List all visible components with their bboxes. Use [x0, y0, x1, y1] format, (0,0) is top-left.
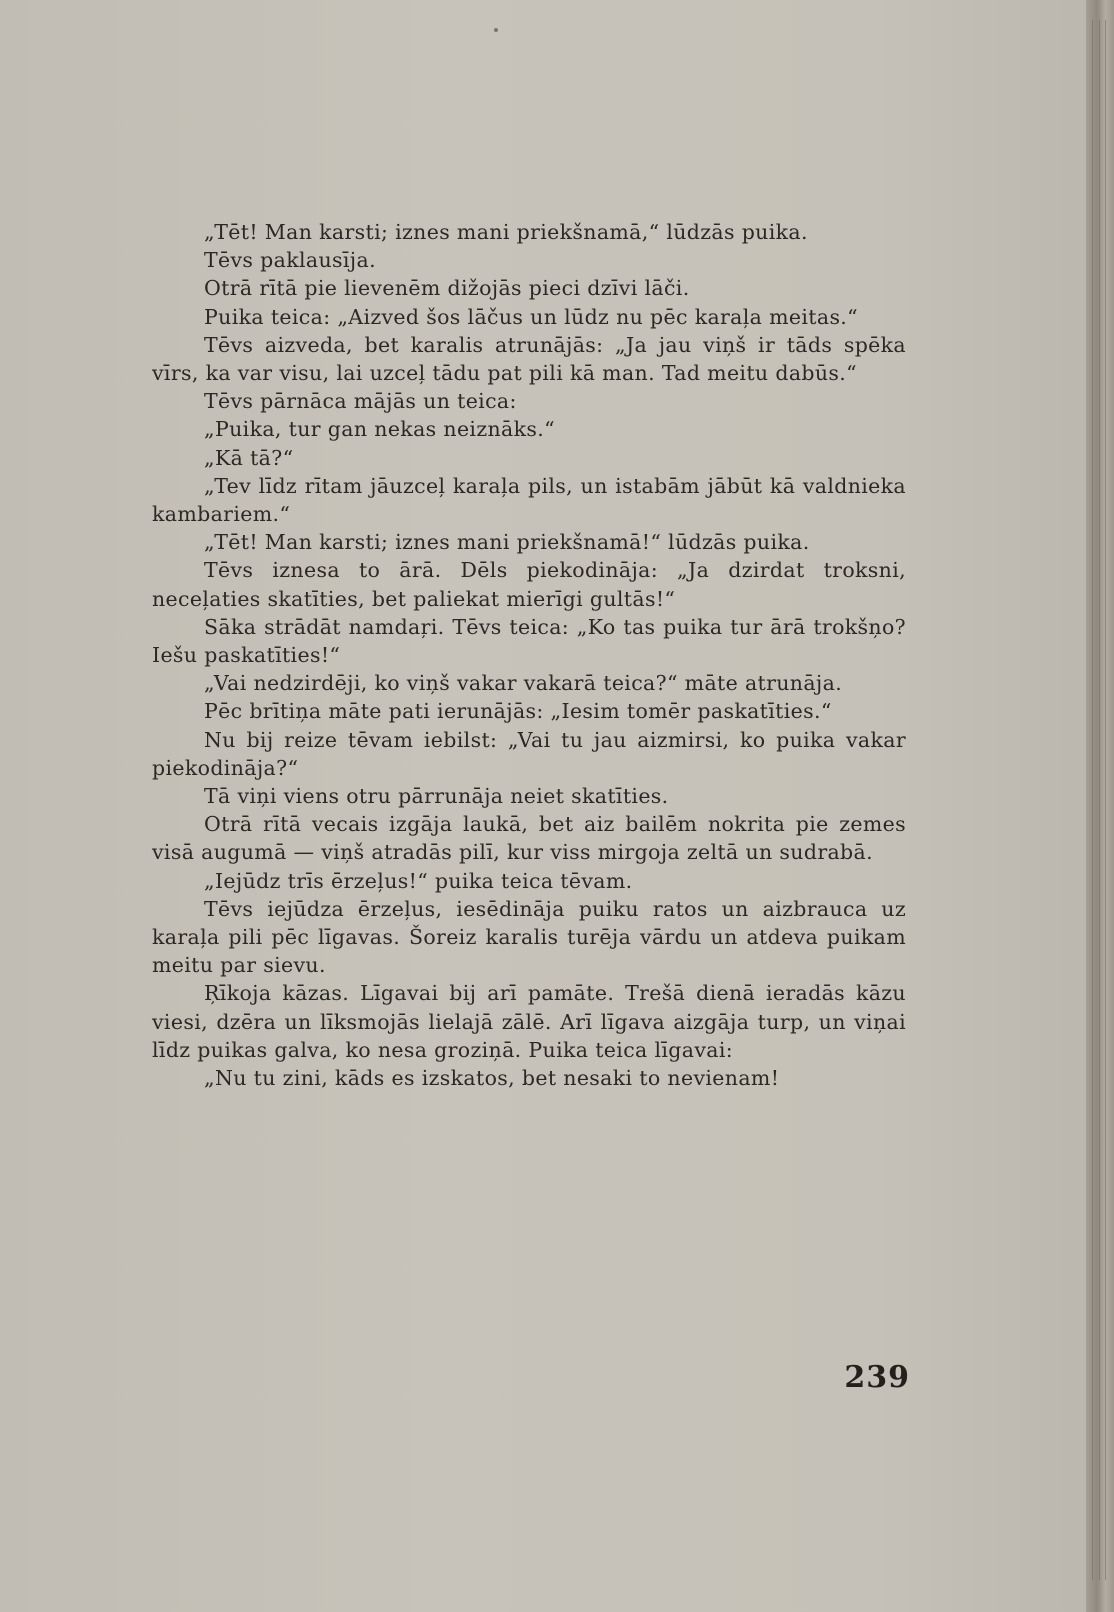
paragraph: „Iejūdz trīs ērzeļus!“ puika teica tēvam. — [204, 868, 633, 893]
gutter-edge-line — [1105, 20, 1106, 1580]
paragraph: Tēvs iejūdza ērzeļus, iesēdināja puiku ratos un aizbrauca uz karaļa pili pēc līgavas. Šoreiz karalis turēja vārdu un atdeva puikam meitu par sievu. — [152, 896, 906, 978]
paragraph: Otrā rītā vecais izgāja laukā, bet aiz bailēm nokrita pie zemes visā augumā — viņš atradās pilī, kur viss mirgoja zeltā un sudrabā. — [152, 812, 906, 865]
paragraph: „Tēt! Man karsti; iznes mani priekšnamā,“ lūdzās puika. — [204, 220, 808, 244]
paragraph: Nu bij reize tēvam iebilst: „Vai tu jau aizmirsi, ko puika vakar piekodināja?“ — [152, 727, 906, 780]
page-number: 239 — [844, 1360, 910, 1395]
paragraph: Puika teica: „Aizved šos lāčus un lūdz nu pēc karaļa meitas.“ — [204, 304, 859, 329]
paragraph: Ŗīkoja kāzas. Līgavai bij arī pamāte. Trešā dienā ieradās kāzu viesi, dzēra un līksmojās lielajā zālē. Arī līgava aizgāja turp, un viņai līdz puikas galva, ko nesa groziņā. Puika teica līgavai: — [152, 981, 906, 1062]
paragraph: „Tev līdz rītam jāuzceļ karaļa pils, un istabām jābūt kā valdnieka kambariem.“ — [152, 473, 906, 527]
gutter-edge-line — [1099, 20, 1100, 1580]
body-text — [152, 218, 906, 1092]
gutter-edge-line — [1092, 20, 1093, 1580]
paragraph: Tā viņi viens otru pārrunāja neiet skatīties. — [204, 784, 669, 809]
paragraph: „Tēt! Man karsti; iznes mani priekšnamā!“ lūdzās puika. — [204, 530, 810, 555]
paragraph: „Puika, tur gan nekas neiznāks.“ — [204, 417, 555, 442]
paragraph: Sāka strādāt namdaŗi. Tēvs teica: „Ko tas puika tur ārā trokšņo? Iešu paskatīties!“ — [152, 614, 906, 668]
paragraph: Tēvs iznesa to ārā. Dēls piekodināja: „Ja dzirdat troksni, neceļaties skatīties, bet paliekat mierīgi gultās!“ — [152, 558, 906, 611]
paragraph: Otrā rītā pie lievenēm dižojās pieci dzīvi lāči. — [204, 276, 690, 301]
paragraph: Tēvs paklausīja. — [204, 248, 376, 273]
paragraph: „Nu tu zini, kāds es izskatos, bet nesaki to nevienam! — [204, 1066, 780, 1091]
paragraph: Pēc brītiņa māte pati ierunājās: „Iesim tomēr paskatīties.“ — [204, 699, 832, 724]
book-gutter — [1086, 0, 1114, 1612]
paragraph: Tēvs aizveda, bet karalis atrunājās: „Ja jau viņš ir tāds spēka vīrs, ka var visu, lai uzceļ tādu pat pili kā man. Tad meitu dabūs.“ — [152, 332, 906, 386]
paragraph: Tēvs pārnāca mājās un teica: — [204, 389, 517, 414]
paper-speck — [494, 28, 498, 32]
paragraph: „Vai nedzirdēji, ko viņš vakar vakarā teica?“ māte atrunāja. — [204, 671, 843, 696]
paragraph: „Kā tā?“ — [204, 445, 294, 470]
